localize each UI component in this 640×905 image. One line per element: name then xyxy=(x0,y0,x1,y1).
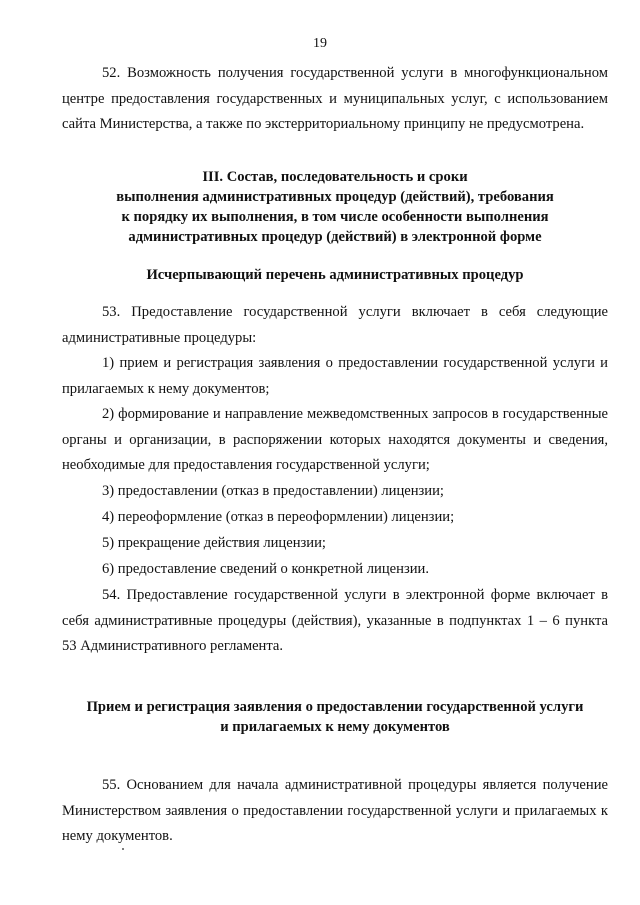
scan-speck xyxy=(122,848,124,850)
list-item-5: 5) прекращение действия лицензии; xyxy=(102,535,326,551)
list-item-3: 3) предоставлении (отказ в предоставлении) лицензии; xyxy=(102,483,444,499)
reception-heading-line-1: Прием и регистрация заявления о предоставлении государственной услуги xyxy=(86,699,584,715)
section-3-heading xyxy=(62,167,608,247)
reception-heading xyxy=(62,697,608,737)
list-item-1: 1) прием и регистрация заявления о предоставлении государственной услуги и прилагаемых к нему документов; xyxy=(62,355,608,397)
list-item-4: 4) переоформление (отказ в переоформлении) лицензии; xyxy=(102,509,455,525)
paragraph-52: 52. Возможность получения государственной услуги в многофункциональном центре предоставления государственных и муниципальных услуг, с использованием сайта Министерства, а также по экстерриториальному принципу не предусмотрена. xyxy=(62,65,608,132)
page-number: 19 xyxy=(313,36,327,51)
reception-heading-line-2: и прилагаемых к нему документов xyxy=(220,719,450,735)
exhaustive-list-heading: Исчерпывающий перечень административных процедур xyxy=(146,267,524,283)
paragraph-55: 55. Основанием для начала административной процедуры является получение Министерством заявления о предоставлении государственной услуги и прилагаемых к нему документов. xyxy=(62,777,608,844)
paragraph-54: 54. Предоставление государственной услуги в электронной форме включает в себя административные процедуры (действия), указанные в подпунктах 1 – 6 пункта 53 Административного регламента. xyxy=(62,587,608,654)
list-item-2: 2) формирование и направление межведомственных запросов в государственные органы и организации, в распоряжении которых находятся документы и сведения, необходимые для предоставления государственной услуги; xyxy=(62,406,608,473)
paragraph-53: 53. Предоставление государственной услуги включает в себя следующие административные процедуры: xyxy=(62,304,608,346)
section-3-heading-line-2: выполнения административных процедур (действий), требования xyxy=(116,189,554,205)
section-3-heading-line-4: административных процедур (действий) в электронной форме xyxy=(128,229,542,245)
section-3-heading-line-1: III. Состав, последовательность и сроки xyxy=(202,169,468,185)
list-item-6: 6) предоставление сведений о конкретной лицензии. xyxy=(102,561,429,577)
section-3-heading-line-3: к порядку их выполнения, в том числе особенности выполнения xyxy=(121,209,549,225)
